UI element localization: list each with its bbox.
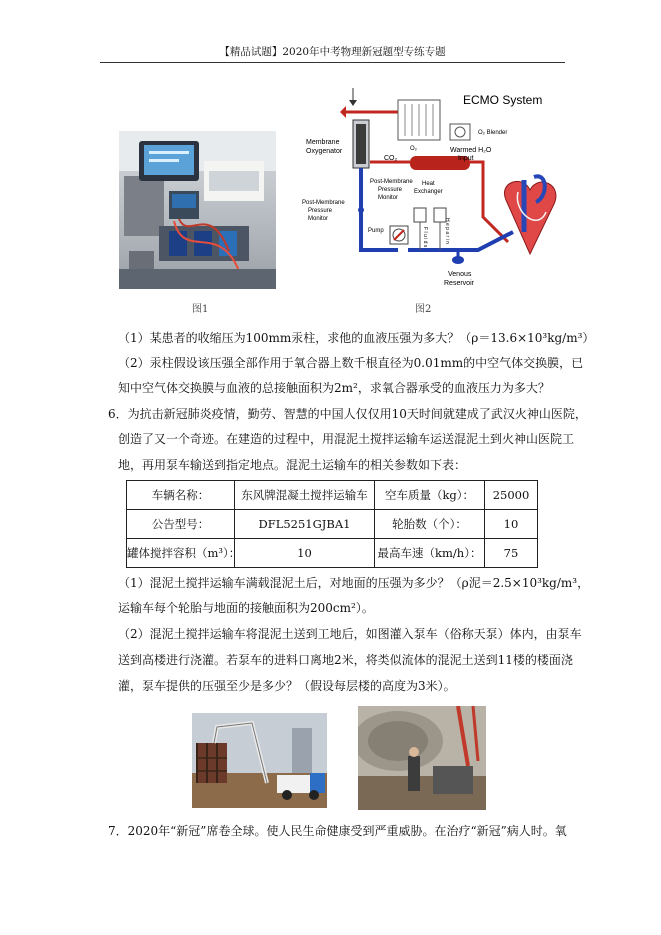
question-5-part-1: （1）某患者的收缩压为100mm汞柱，求他的血液压强为多大？（ρ＝13.6×10³kg/m³）: [118, 331, 595, 345]
table-cell: 最高车速（km/h）：: [375, 539, 485, 568]
co2-label: CO₂: [384, 155, 398, 162]
question-6-line-2: 创造了又一个奇迹。在建造的过程中，用混泥土搅拌运输车运送混泥土到火神山医院工: [118, 432, 575, 446]
ecmo-diagram: [298, 82, 566, 297]
question-6-line-1: 6．为抗击新冠肺炎疫情，勤劳、智慧的中国人仅仅用10天时间就建成了武汉火神山医院，: [108, 407, 587, 421]
table-cell: 轮胎数（个）：: [375, 510, 485, 539]
table-cell: 车辆名称：: [127, 481, 235, 510]
header-rule: [100, 62, 565, 63]
question-5-part-2-line-2: 知中空气体交换膜与血液的总接触面积为2m²，求氧合器承受的血液压力为多大？: [118, 381, 550, 395]
heat-exchanger-label-1: Heat: [422, 181, 435, 187]
question-6-part-1-line-1: （1）混泥土搅拌运输车满载混泥土后，对地面的压强为多少？（ρ泥＝2.5×10³kg/m³，: [118, 576, 590, 590]
warmed-h2o-label-2: Input: [458, 155, 474, 162]
table-row: [127, 510, 538, 539]
pump-label: Pump: [368, 228, 384, 234]
left-monitor-label-2: Pressure: [308, 208, 333, 214]
truck-spec-table: [126, 480, 538, 568]
venous-reservoir-label-1: Venous: [448, 271, 472, 278]
table-cell: DFL5251GJBA1: [235, 510, 375, 539]
question-6-part-2-line-3: 灌，泵车提供的压强至少是多少？（假设每层楼的高度为3米）。: [118, 679, 456, 693]
question-7-line-1: 7．2020年“新冠”席卷全球。使人民生命健康受到严重威胁。在治疗“新冠”病人时。氧: [108, 824, 567, 838]
figure1-caption: 图1: [192, 304, 209, 315]
pump-truck-photo: [192, 713, 327, 808]
post-membrane-monitor-label-3: Monitor: [378, 195, 399, 201]
table-cell: 25000: [485, 481, 538, 510]
table-row: [127, 481, 538, 510]
ecmo-title: ECMO System: [463, 93, 543, 107]
page-header: 【精品试题】2020年中考物理新冠题型专练专题: [219, 46, 446, 58]
warmed-h2o-label-1: Warmed H₂O: [450, 147, 492, 154]
mixer-truck-photo: [358, 706, 486, 810]
heat-exchanger-label-2: Exchanger: [414, 189, 443, 195]
table-cell: 公告型号：: [127, 510, 235, 539]
table-cell: 10: [485, 510, 538, 539]
left-monitor-label-1: Post-Membrane: [302, 200, 345, 206]
o2-blender-label: O₂ Blender: [478, 130, 508, 136]
table-cell: 10: [235, 539, 375, 568]
membrane-oxygenator-label-1: Membrane: [306, 139, 340, 146]
membrane-oxygenator-label-2: Oxygenator: [306, 148, 343, 155]
fluids-label: F l u i d s: [422, 227, 428, 248]
table-cell: 空车质量（kg）：: [375, 481, 485, 510]
table-cell: 75: [485, 539, 538, 568]
post-membrane-monitor-label-2: Pressure: [378, 187, 403, 193]
heparin-label: H e p a r i n: [444, 218, 450, 244]
table-cell: 罐体搅拌容积（m³）：: [127, 539, 235, 568]
ecmo-machine-photo: [119, 131, 276, 289]
left-monitor-label-3: Monitor: [308, 216, 329, 222]
venous-reservoir-label-2: Reservoir: [444, 280, 474, 287]
post-membrane-monitor-label-1: Post-Membrane: [370, 179, 413, 185]
question-6-part-2-line-1: （2）混泥土搅拌运输车将混泥土送到工地后，如图灌入泵车（俗称天泵）体内，由泵车: [118, 627, 582, 641]
question-6-line-3: 地，再用泵车输送到指定地点。混泥土运输车的相关参数如下表：: [118, 458, 467, 472]
figure2-caption: 图2: [415, 304, 432, 315]
question-5-part-2-line-1: （2）汞柱假设该压强全部作用于氧合器上数千根直径为0.01mm的中空气体交换膜，已: [118, 356, 584, 370]
question-6-part-2-line-2: 送到高楼进行浇灌。若泵车的进料口离地2米，将类似流体的混泥土送到11楼的楼面浇: [118, 653, 573, 667]
o2-label: O₂: [410, 146, 417, 152]
question-6-part-1-line-2: 运输车每个轮胎与地面的接触面积为200cm²）。: [118, 601, 374, 615]
table-cell: 东风牌混凝土搅拌运输车: [235, 481, 375, 510]
table-row: [127, 539, 538, 568]
